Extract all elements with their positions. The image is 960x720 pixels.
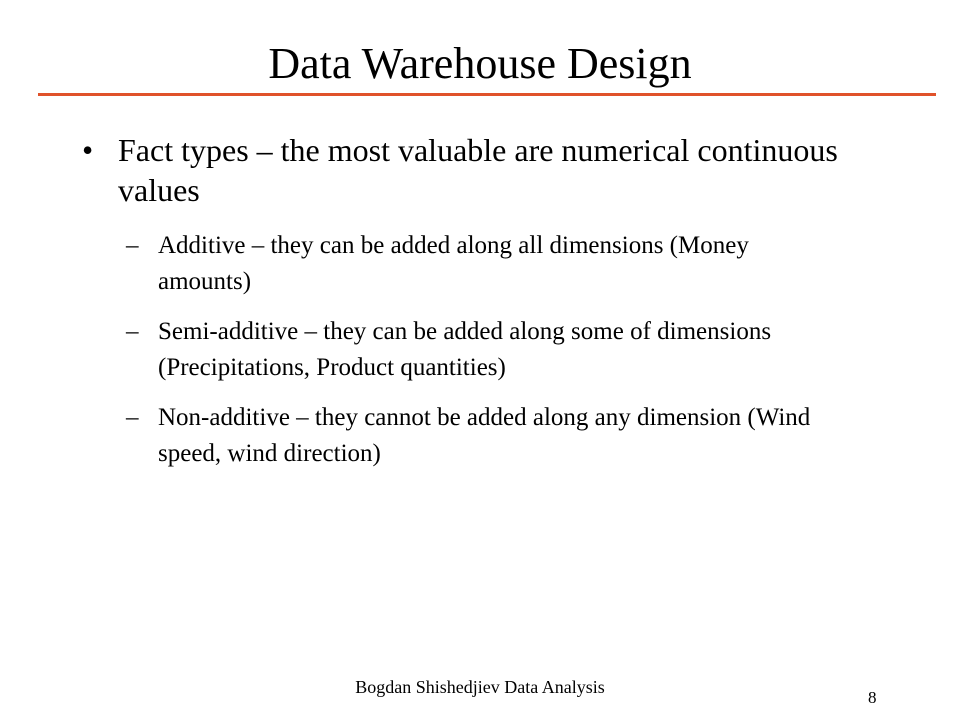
sub-bullet-non-additive bbox=[126, 400, 826, 472]
sub-bullet-semi-additive bbox=[126, 314, 826, 386]
bullet-marker: • bbox=[82, 132, 94, 168]
main-bullet bbox=[82, 130, 842, 210]
slide-title: Data Warehouse Design bbox=[268, 39, 692, 88]
sub-bullet-text: Non-additive – they cannot be added along any dimension (Wind speed, wind direction) bbox=[158, 404, 811, 467]
sub-bullet-additive bbox=[126, 228, 826, 300]
page-number: 8 bbox=[868, 688, 877, 707]
dash-marker: – bbox=[126, 318, 139, 345]
dash-marker: – bbox=[126, 404, 139, 431]
sub-bullet-text: Semi-additive – they can be added along some of dimensions (Precipitations, Product quantities) bbox=[158, 318, 772, 381]
main-bullet-text: Fact types – the most valuable are numerical continuous values bbox=[118, 132, 838, 208]
dash-marker: – bbox=[126, 232, 139, 259]
slide-footer: Bogdan Shishedjiev Data Analysis bbox=[355, 677, 605, 697]
sub-bullet-text: Additive – they can be added along all dimensions (Money amounts) bbox=[158, 232, 749, 295]
title-divider bbox=[38, 93, 936, 96]
